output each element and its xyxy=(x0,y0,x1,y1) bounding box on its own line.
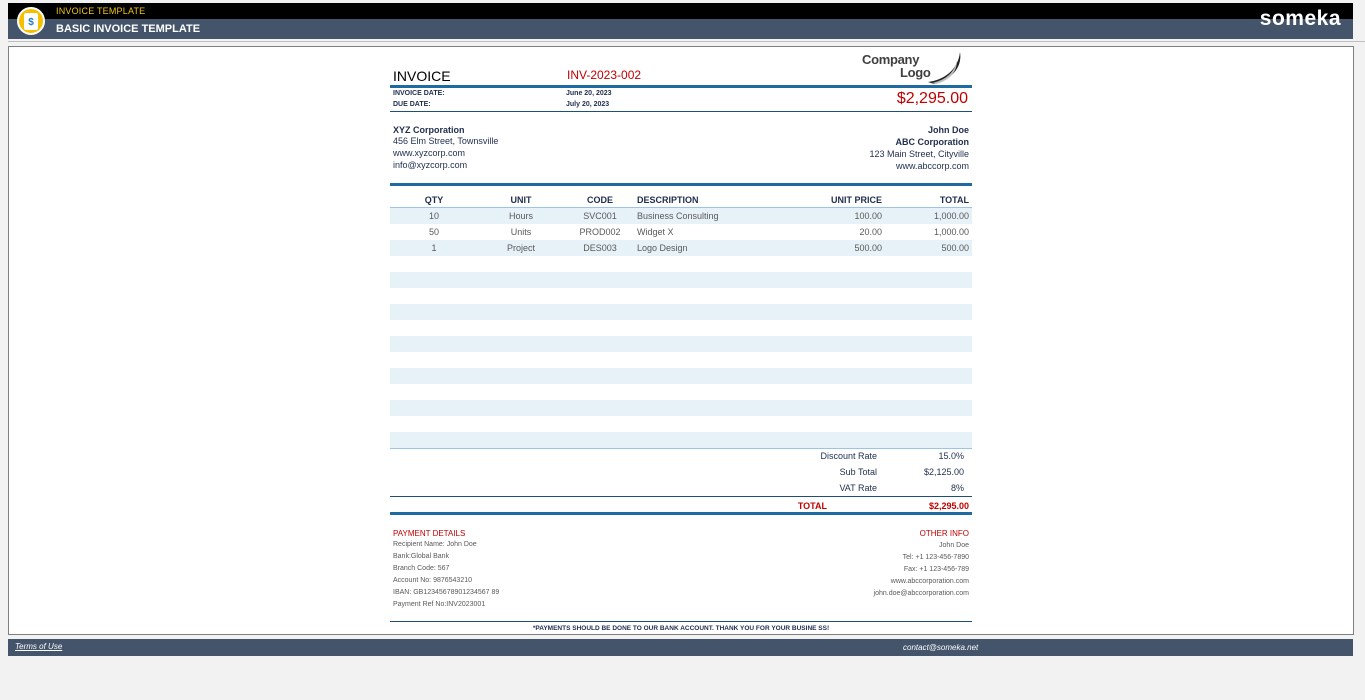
cell-total: 1,000.00 xyxy=(933,211,969,221)
cell-code[interactable]: PROD002 xyxy=(579,227,621,237)
empty-table-row[interactable] xyxy=(390,432,972,448)
from-address[interactable]: 456 Elm Street, Townsville xyxy=(393,136,499,146)
cell-code[interactable]: DES003 xyxy=(583,243,617,253)
cell-unit-price[interactable]: 20.00 xyxy=(859,227,882,237)
vat-rate-label: VAT Rate xyxy=(839,483,877,493)
payment-line[interactable]: Recipient Name: John Doe xyxy=(393,541,477,548)
other-info-line[interactable]: Fax: +1 123-456-789 xyxy=(903,566,969,573)
empty-table-row[interactable] xyxy=(390,320,972,336)
other-info-line[interactable]: John Doe xyxy=(939,542,969,549)
col-header-total: TOTAL xyxy=(939,195,969,205)
vat-rate-value[interactable]: 8% xyxy=(950,483,964,493)
empty-table-row[interactable] xyxy=(390,416,972,432)
payment-line[interactable]: Branch Code: 567 xyxy=(393,565,450,572)
empty-table-row[interactable] xyxy=(390,256,972,272)
invoice-app-icon xyxy=(17,7,45,35)
cell-qty[interactable]: 50 xyxy=(428,227,439,237)
table-row[interactable] xyxy=(390,240,972,256)
header-divider xyxy=(8,41,1365,42)
subtotal-label: Sub Total xyxy=(839,467,877,477)
payment-line[interactable]: Payment Ref No:INV2023001 xyxy=(393,601,486,608)
cell-description[interactable]: Logo Design xyxy=(637,243,688,253)
footer-bar xyxy=(8,639,1353,656)
meta-divider xyxy=(390,111,972,112)
invoice-amount: $2,295.00 xyxy=(896,90,968,107)
due-date-label: DUE DATE: xyxy=(393,101,431,108)
from-company[interactable]: XYZ Corporation xyxy=(393,125,465,135)
cell-unit[interactable]: Units xyxy=(510,227,532,237)
empty-table-row[interactable] xyxy=(390,336,972,352)
to-address[interactable]: 123 Main Street, Cityville xyxy=(869,149,969,159)
subtotal-value: $2,125.00 xyxy=(923,467,964,477)
footnote-divider xyxy=(390,621,972,622)
total-divider xyxy=(390,512,972,515)
cell-total: 500.00 xyxy=(941,243,969,253)
other-info-line[interactable]: www.abccorporation.com xyxy=(890,578,969,585)
col-header-code: CODE xyxy=(586,195,613,205)
empty-table-row[interactable] xyxy=(390,400,972,416)
discount-rate-value[interactable]: 15.0% xyxy=(938,451,964,461)
dollar-document-icon: $ xyxy=(24,13,38,30)
to-company[interactable]: ABC Corporation xyxy=(895,137,969,147)
cell-qty[interactable]: 10 xyxy=(428,211,439,221)
other-info-line[interactable]: Tel: +1 123-456-7890 xyxy=(902,554,969,561)
cell-total: 1,000.00 xyxy=(933,227,969,237)
total-label: TOTAL xyxy=(797,501,827,511)
logo-swoosh-icon xyxy=(924,50,968,84)
cell-description[interactable]: Business Consulting xyxy=(637,211,719,221)
col-header-description: DESCRIPTION xyxy=(637,195,699,205)
app-title: BASIC INVOICE TEMPLATE xyxy=(56,23,201,35)
someka-logo[interactable]: someka xyxy=(1259,7,1341,30)
payment-footnote: *PAYMENTS SHOULD BE DONE TO OUR BANK ACCOUNT. THANK YOU FOR YOUR BUSINE SS! xyxy=(532,625,830,632)
title-divider xyxy=(390,85,972,88)
col-header-unit: UNIT xyxy=(510,195,532,205)
due-date-value[interactable]: July 20, 2023 xyxy=(566,101,610,108)
company-logo xyxy=(862,50,966,84)
payment-line[interactable]: IBAN: GB12345678901234567 89 xyxy=(393,589,500,596)
cell-qty[interactable]: 1 xyxy=(431,243,437,253)
app-small-title: INVOICE TEMPLATE xyxy=(56,6,146,16)
col-header-unit-price: UNIT PRICE xyxy=(830,195,882,205)
contact-email-link[interactable]: contact@someka.net xyxy=(903,643,979,652)
empty-table-row[interactable] xyxy=(390,384,972,400)
terms-of-use-link[interactable]: Terms of Use xyxy=(15,642,63,651)
payment-details-title: PAYMENT DETAILS xyxy=(393,529,466,538)
table-row[interactable] xyxy=(390,208,972,224)
cell-unit-price[interactable]: 100.00 xyxy=(854,211,882,221)
discount-rate-label: Discount Rate xyxy=(820,451,877,461)
total-value: $2,295.00 xyxy=(928,501,969,511)
empty-table-row[interactable] xyxy=(390,368,972,384)
title-bar xyxy=(8,3,1353,19)
empty-table-row[interactable] xyxy=(390,272,972,288)
cell-unit[interactable]: Project xyxy=(506,243,535,253)
from-email[interactable]: info@xyzcorp.com xyxy=(393,160,468,170)
to-name[interactable]: John Doe xyxy=(927,125,969,135)
empty-table-row[interactable] xyxy=(390,288,972,304)
cell-code[interactable]: SVC001 xyxy=(583,211,617,221)
col-header-qty: QTY xyxy=(424,195,444,205)
table-top-divider xyxy=(390,183,972,186)
payment-line[interactable]: Account No: 9876543210 xyxy=(393,577,473,584)
cell-unit-price[interactable]: 500.00 xyxy=(854,243,882,253)
invoice-date-value[interactable]: June 20, 2023 xyxy=(566,90,612,97)
table-row[interactable] xyxy=(390,224,972,240)
to-web[interactable]: www.abccorp.com xyxy=(895,161,969,171)
summary-divider xyxy=(390,496,972,497)
from-web[interactable]: www.xyzcorp.com xyxy=(393,148,466,158)
table-bottom-divider xyxy=(390,448,972,449)
other-info-line[interactable]: john.doe@abccorporation.com xyxy=(873,590,969,597)
cell-description[interactable]: Widget X xyxy=(637,227,674,237)
empty-table-row[interactable] xyxy=(390,352,972,368)
cell-unit[interactable]: Hours xyxy=(508,211,533,221)
invoice-date-label: INVOICE DATE: xyxy=(393,90,445,97)
subtitle-bar xyxy=(8,19,1353,39)
other-info-title: OTHER INFO xyxy=(919,529,969,538)
logo-line2: Logo xyxy=(900,65,931,80)
invoice-title: INVOICE xyxy=(393,68,451,84)
logo-line1: Company xyxy=(862,52,920,67)
invoice-document xyxy=(390,46,972,636)
invoice-number[interactable]: INV-2023-002 xyxy=(567,68,642,82)
empty-table-row[interactable] xyxy=(390,304,972,320)
payment-line[interactable]: Bank:Global Bank xyxy=(393,553,450,560)
